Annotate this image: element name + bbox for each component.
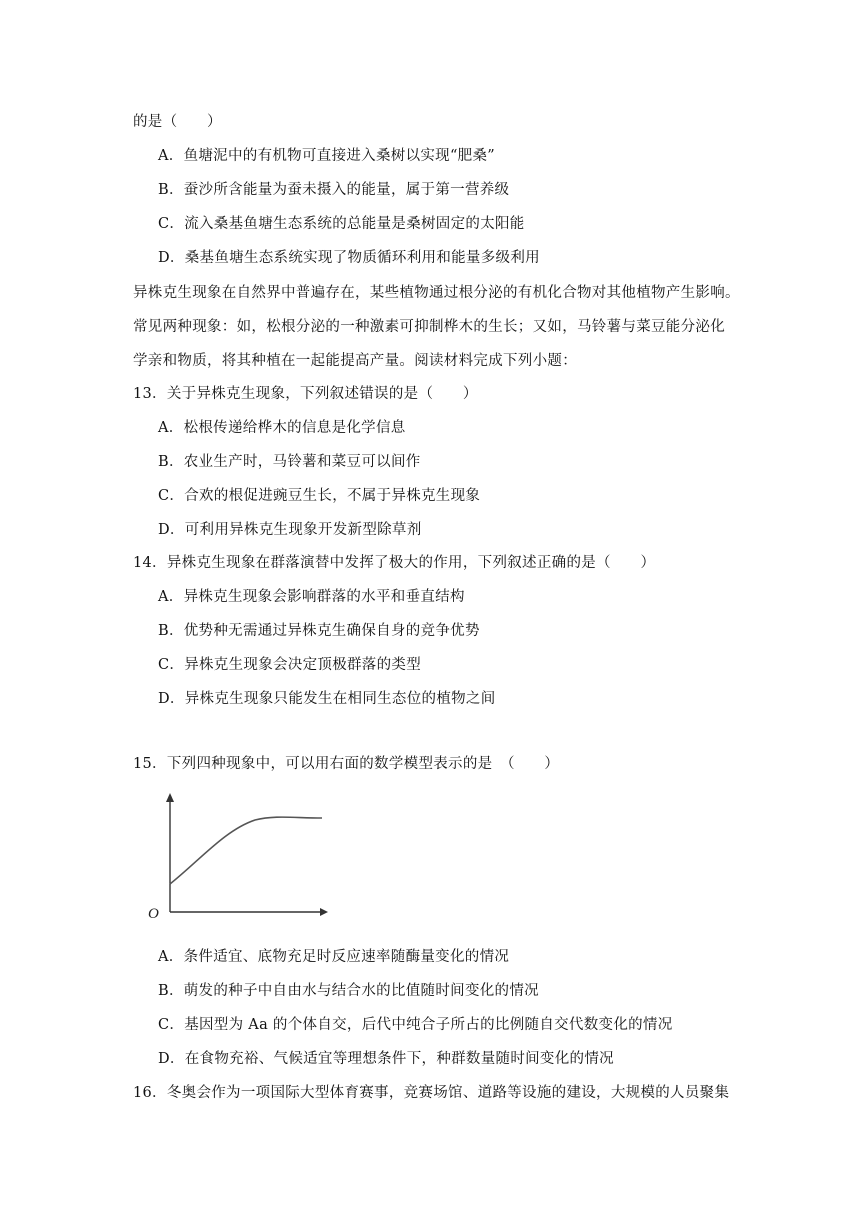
question-13-stem: 13．关于异株克生现象，下列叙述错误的是（ ）: [133, 386, 478, 402]
saturation-curve-graph: [140, 790, 330, 920]
saturation-curve: [170, 817, 322, 884]
question-15-option-d: D．在食物充裕、气候适宜等理想条件下，种群数量随时间变化的情况: [158, 1051, 614, 1067]
question-13-option-a: A．松根传递给桦木的信息是化学信息: [158, 420, 406, 436]
question-14-option-d: D．异株克生现象只能发生在相同生态位的植物之间: [158, 691, 496, 707]
question-12-stem-end: 的是（ ）: [133, 114, 222, 130]
question-15-stem: 15．下列四种现象中，可以用右面的数学模型表示的是 （ ）: [133, 756, 560, 772]
x-axis-arrow: [320, 908, 328, 916]
question-14-stem: 14．异株克生现象在群落演替中发挥了极大的作用，下列叙述正确的是（ ）: [133, 555, 656, 571]
question-14-option-b: B．优势种无需通过异株克生确保自身的竞争优势: [158, 623, 480, 639]
question-15-option-c: C．基因型为 Aa 的个体自交，后代中纯合子所占的比例随自交代数变化的情况: [158, 1017, 673, 1033]
question-15-option-a: A．条件适宜、底物充足时反应速率随酶量变化的情况: [158, 949, 510, 965]
origin-label: O: [148, 906, 159, 920]
question-16-stem: 16．冬奥会作为一项国际大型体育赛事，竞赛场馆、道路等设施的建设，大规模的人员聚集: [133, 1085, 730, 1101]
question-13-option-d: D．可利用异株克生现象开发新型除草剂: [158, 522, 422, 538]
y-axis-arrow: [166, 793, 174, 802]
question-12-option-c: C．流入桑基鱼塘生态系统的总能量是桑树固定的太阳能: [158, 216, 525, 232]
material-line-2: 常见两种现象：如，松根分泌的一种激素可抑制桦木的生长；又如，马铃薯与菜豆能分泌化: [133, 319, 725, 335]
question-12-option-a: A．鱼塘泥中的有机物可直接进入桑树以实现“肥桑”: [158, 148, 495, 164]
question-12-option-d: D．桑基鱼塘生态系统实现了物质循环利用和能量多级利用: [158, 250, 540, 266]
material-line-3: 学亲和物质，将其种植在一起能提高产量。阅读材料完成下列小题：: [133, 353, 577, 369]
question-13-option-c: C．合欢的根促进豌豆生长，不属于异株克生现象: [158, 488, 481, 504]
question-14-option-a: A．异株克生现象会影响群落的水平和垂直结构: [158, 589, 465, 605]
question-13-option-b: B．农业生产时，马铃薯和菜豆可以间作: [158, 454, 421, 470]
question-14-option-c: C．异株克生现象会决定顶极群落的类型: [158, 657, 421, 673]
question-12-option-b: B．蚕沙所含能量为蚕未摄入的能量，属于第一营养级: [158, 182, 510, 198]
question-15-option-b: B．萌发的种子中自由水与结合水的比值随时间变化的情况: [158, 983, 539, 999]
material-line-1: 异株克生现象在自然界中普遍存在，某些植物通过根分泌的有机化合物对其他植物产生影响。: [133, 285, 740, 301]
